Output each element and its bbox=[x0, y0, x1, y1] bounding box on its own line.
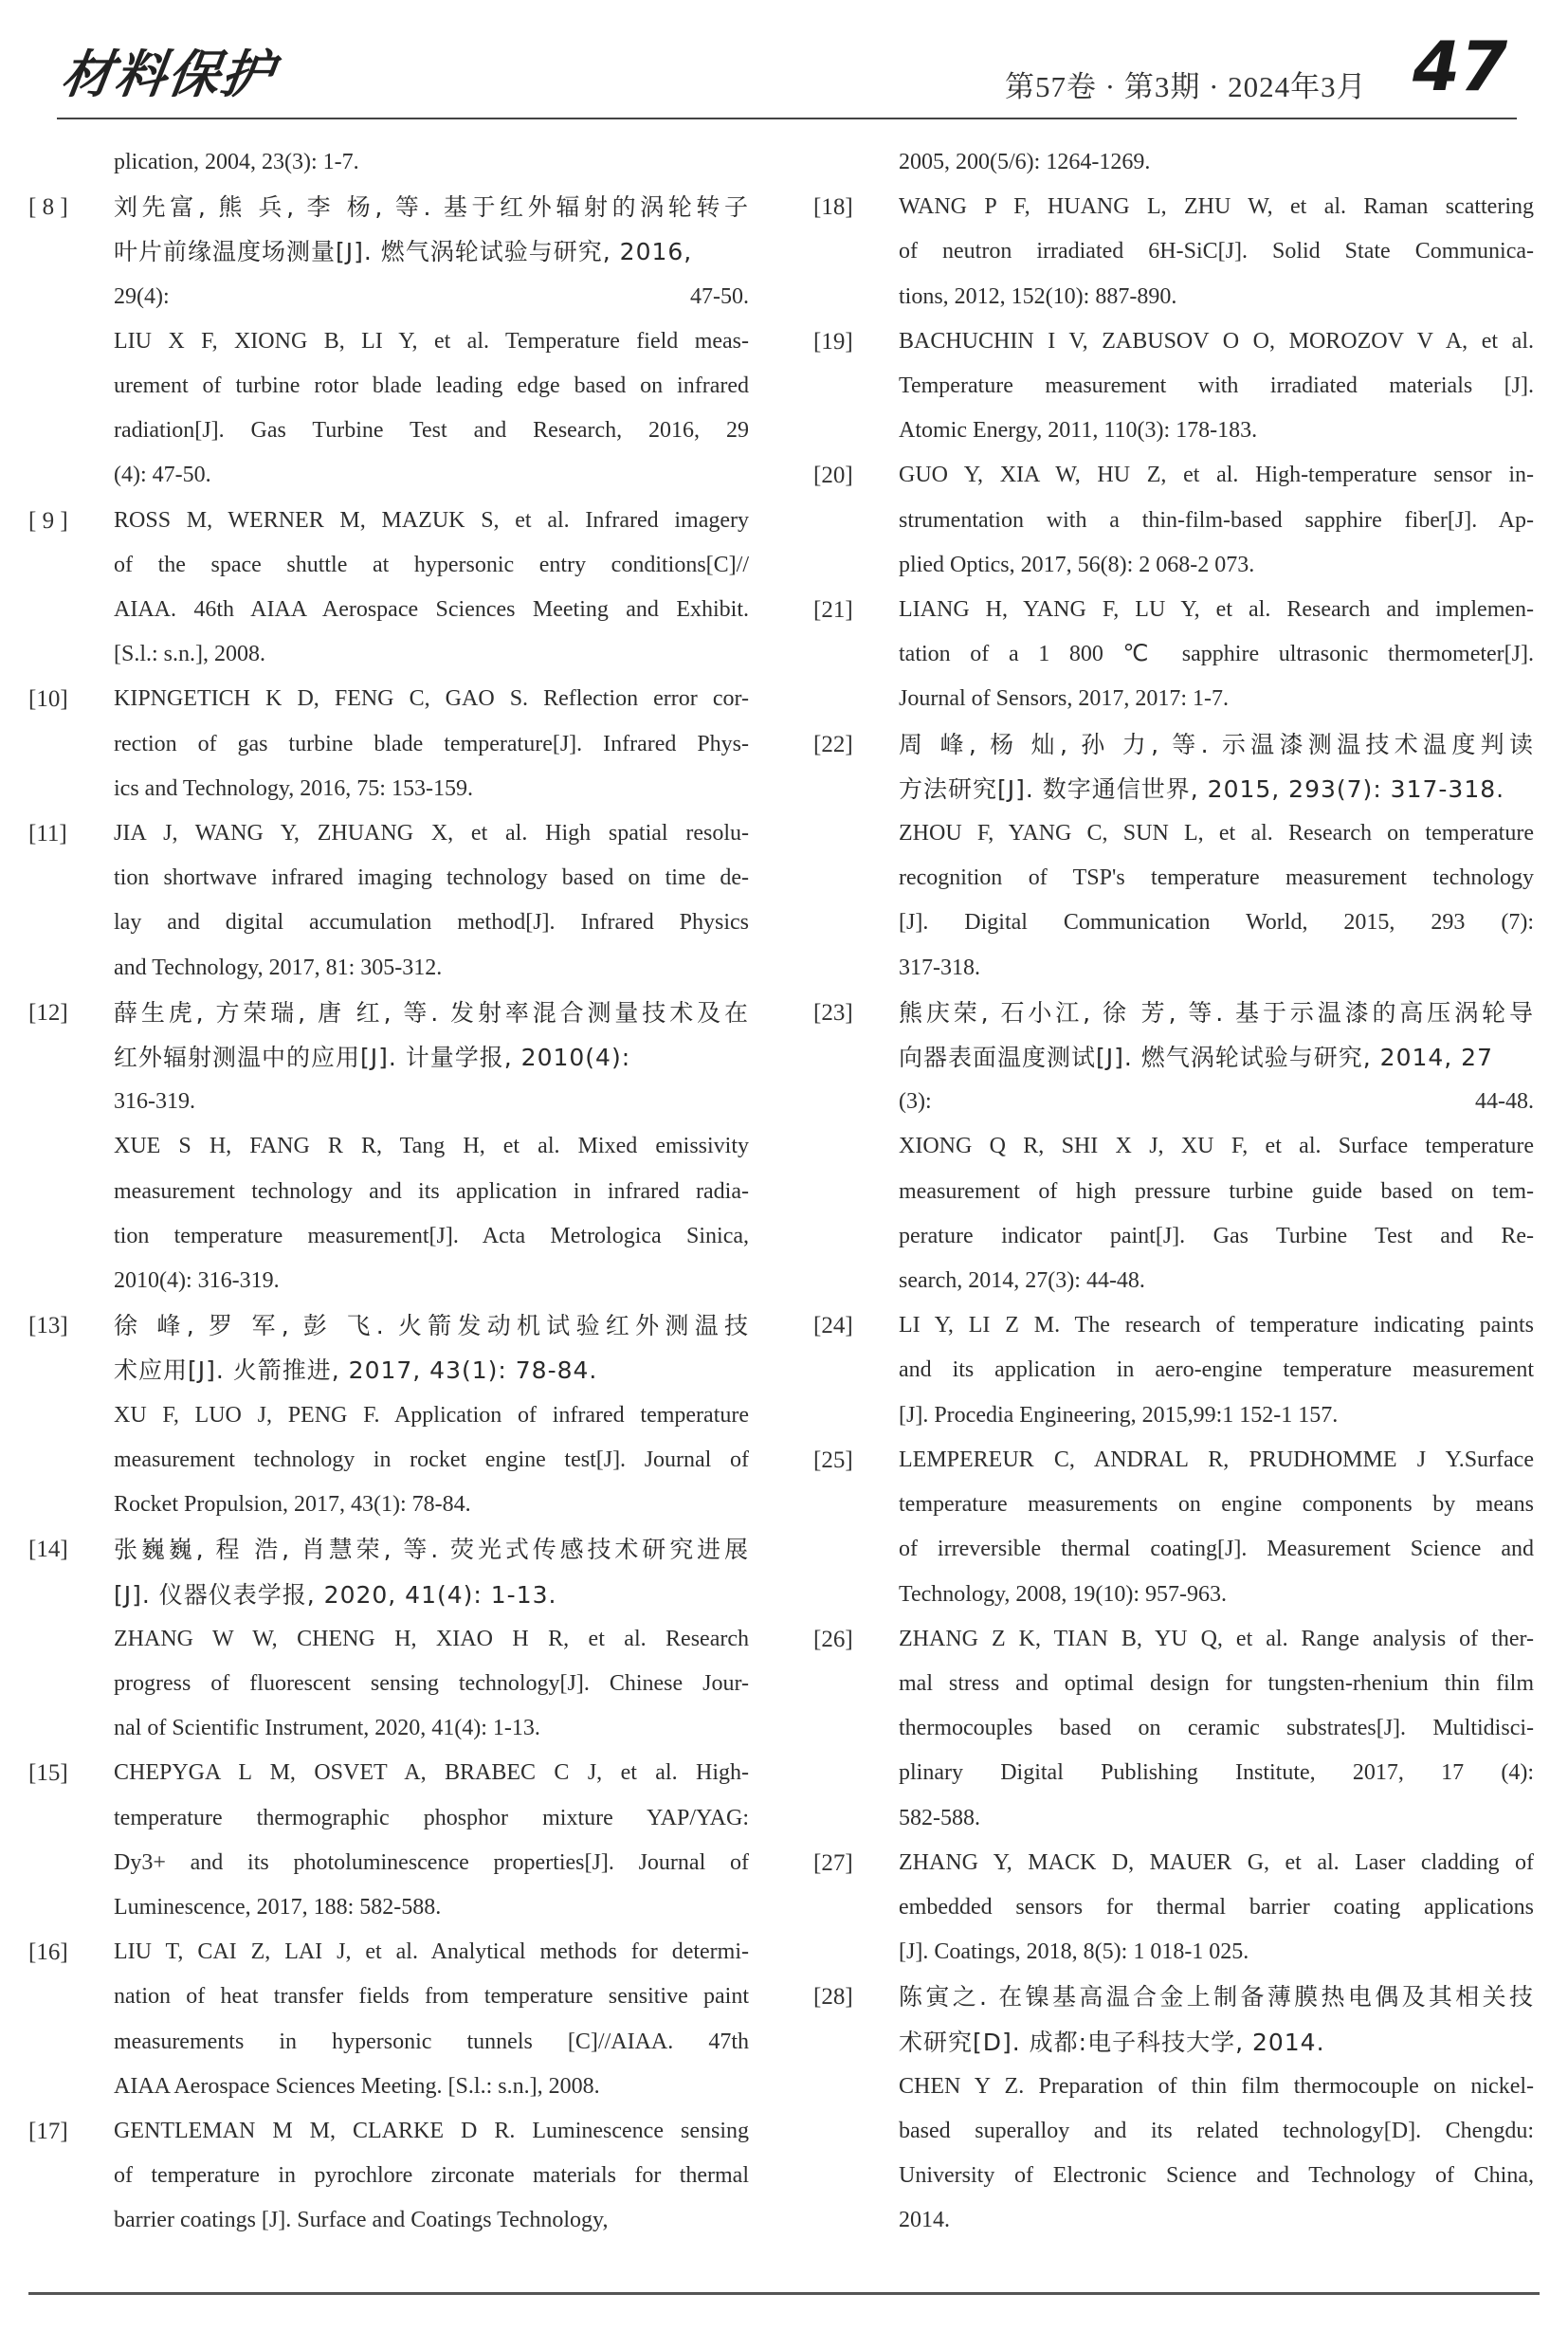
reference-line: 陈寅之. 在镍基高温合金上制备薄膜热电偶及其相关技 bbox=[899, 1983, 1534, 2011]
reference-line: ZHANG W W, CHENG H, XIAO H R, et al. Research bbox=[114, 1626, 749, 1651]
reference-line: 方法研究[J]. 数字通信世界, 2015, 293(7): 317-318. bbox=[899, 774, 1505, 803]
reference-line: 薛生虎, 方荣瑞, 唐 红, 等. 发射率混合测量技术及在 bbox=[114, 998, 749, 1027]
reference-entry bbox=[28, 499, 749, 678]
reference-entry bbox=[28, 991, 749, 1303]
reference-line: XIONG Q R, SHI X J, XU F, et al. Surface temperature bbox=[899, 1134, 1534, 1159]
reference-line: 582-588. bbox=[899, 1805, 980, 1830]
reference-number: [26] bbox=[813, 1626, 853, 1652]
reference-number: [23] bbox=[813, 999, 853, 1026]
reference-entry bbox=[813, 1617, 1534, 1841]
reference-line: ROSS M, WERNER M, MAZUK S, et al. Infrared imagery bbox=[114, 507, 749, 533]
reference-number: [10] bbox=[28, 686, 68, 713]
reference-number: [19] bbox=[813, 328, 853, 355]
reference-line: 红外辐射测温中的应用[J]. 计量学报, 2010(4): bbox=[114, 1044, 631, 1072]
reference-number: [22] bbox=[813, 731, 853, 757]
reference-line: LIU T, CAI Z, LAI J, et al. Analytical methods for determi- bbox=[114, 1939, 749, 1965]
reference-number: [12] bbox=[28, 999, 68, 1026]
reference-entry bbox=[28, 140, 749, 185]
reference-number: [14] bbox=[28, 1537, 68, 1563]
reference-entry bbox=[813, 588, 1534, 722]
reference-line: Journal of Sensors, 2017, 2017: 1-7. bbox=[899, 686, 1229, 712]
reference-line: BACHUCHIN I V, ZABUSOV O O, MOROZOV V A, et al. bbox=[899, 328, 1534, 354]
reference-line: Atomic Energy, 2011, 110(3): 178-183. bbox=[899, 418, 1258, 444]
reference-entry bbox=[28, 1303, 749, 1527]
reference-entry bbox=[28, 1751, 749, 1930]
reference-line: XUE S H, FANG R R, Tang H, et al. Mixed emissivity bbox=[114, 1134, 749, 1159]
reference-line: 2010(4): 316-319. bbox=[114, 1268, 280, 1294]
reference-line: thermocouples based on ceramic substrates[J]. Multidisci- bbox=[899, 1716, 1534, 1741]
reference-line: [J]. Digital Communication World, 2015, 293 (7): bbox=[899, 910, 1534, 936]
reference-line: 术研究[D]. 成都:电子科技大学, 2014. bbox=[899, 2028, 1325, 2056]
reference-line: LIU X F, XIONG B, LI Y, et al. Temperature field meas- bbox=[114, 328, 749, 354]
reference-number: [17] bbox=[28, 2118, 68, 2144]
reference-line: radiation[J]. Gas Turbine Test and Research, 2016, 29 bbox=[114, 418, 749, 444]
reference-line: (4): 47-50. bbox=[114, 463, 211, 488]
reference-line: urement of turbine rotor blade leading edge based on infrared bbox=[114, 373, 749, 399]
reference-line: ZHOU F, YANG C, SUN L, et al. Research on temperature bbox=[899, 821, 1534, 846]
reference-line: mal stress and optimal design for tungsten-rhenium thin film bbox=[899, 1670, 1534, 1696]
reference-line: 刘先富, 熊 兵, 李 杨, 等. 基于红外辐射的涡轮转子 bbox=[114, 193, 749, 222]
reference-line: measurement of high pressure turbine guide based on tem- bbox=[899, 1178, 1534, 1204]
reference-line: ics and Technology, 2016, 75: 153-159. bbox=[114, 775, 473, 801]
reference-number: [18] bbox=[813, 194, 853, 221]
reference-line: and its application in aero-engine temperature measurement bbox=[899, 1357, 1534, 1383]
reference-line: Rocket Propulsion, 2017, 43(1): 78-84. bbox=[114, 1492, 471, 1518]
reference-line: Technology, 2008, 19(10): 957-963. bbox=[899, 1581, 1228, 1607]
reference-line: Dy3+ and its photoluminescence properties[J]. Journal of bbox=[114, 1849, 749, 1875]
reference-line: 29(4): 47-50. bbox=[114, 283, 749, 309]
reference-number: [24] bbox=[813, 1313, 853, 1339]
reference-line: 2014. bbox=[899, 2208, 950, 2233]
reference-line: of neutron irradiated 6H-SiC[J]. Solid State Communica- bbox=[899, 239, 1534, 264]
reference-line: 叶片前缘温度场测量[J]. 燃气涡轮试验与研究, 2016, bbox=[114, 238, 693, 266]
reference-line: 向器表面温度测试[J]. 燃气涡轮试验与研究, 2014, 27 bbox=[899, 1044, 1493, 1072]
reference-line: strumentation with a thin-film-based sapphire fiber[J]. Ap- bbox=[899, 507, 1534, 533]
reference-line: [J]. 仪器仪表学报, 2020, 41(4): 1-13. bbox=[114, 1580, 557, 1609]
reference-line: embedded sensors for thermal barrier coating applications bbox=[899, 1894, 1534, 1920]
reference-entry bbox=[28, 1527, 749, 1751]
reference-entry bbox=[813, 319, 1534, 454]
references-right-column bbox=[813, 140, 1534, 2273]
reference-number: [13] bbox=[28, 1313, 68, 1339]
reference-entry bbox=[813, 1303, 1534, 1438]
reference-line: CHEPYGA L M, OSVET A, BRABEC C J, et al. High- bbox=[114, 1760, 749, 1786]
reference-line: University of Electronic Science and Technology of China, bbox=[899, 2163, 1534, 2189]
references-left-column bbox=[28, 140, 749, 2273]
reference-line: 2005, 200(5/6): 1264-1269. bbox=[899, 150, 1151, 174]
reference-number: [15] bbox=[28, 1760, 68, 1787]
reference-line: JIA J, WANG Y, ZHUANG X, et al. High spatial resolu- bbox=[114, 821, 749, 846]
reference-number: [ 8 ] bbox=[28, 194, 68, 221]
reference-line: 317-318. bbox=[899, 955, 980, 980]
reference-entry bbox=[813, 140, 1534, 185]
reference-line: LI Y, LI Z M. The research of temperature indicating paints bbox=[899, 1313, 1534, 1338]
reference-line: XU F, LUO J, PENG F. Application of infrared temperature bbox=[114, 1402, 749, 1428]
reference-number: [20] bbox=[813, 463, 853, 489]
reference-entry bbox=[813, 991, 1534, 1303]
reference-line: of temperature in pyrochlore zirconate materials for thermal bbox=[114, 2163, 749, 2189]
reference-line: 周 峰, 杨 灿, 孙 力, 等. 示温漆测温技术温度判读 bbox=[899, 730, 1534, 758]
reference-entry bbox=[813, 185, 1534, 319]
reference-line: GENTLEMAN M M, CLARKE D R. Luminescence sensing bbox=[114, 2118, 749, 2143]
reference-entry bbox=[28, 811, 749, 991]
header-divider bbox=[57, 118, 1517, 119]
reference-number: [16] bbox=[28, 1939, 68, 1966]
reference-number: [27] bbox=[813, 1849, 853, 1876]
reference-line: plied Optics, 2017, 56(8): 2 068-2 073. bbox=[899, 552, 1255, 577]
reference-line: progress of fluorescent sensing technology[J]. Chinese Jour- bbox=[114, 1670, 749, 1696]
reference-entry bbox=[813, 1841, 1534, 1975]
reference-line: [S.l.: s.n.], 2008. bbox=[114, 642, 266, 667]
reference-entry bbox=[813, 453, 1534, 588]
reference-line: measurement technology in rocket engine test[J]. Journal of bbox=[114, 1447, 749, 1472]
reference-entry bbox=[28, 677, 749, 811]
reference-line: Temperature measurement with irradiated materials [J]. bbox=[899, 373, 1534, 399]
reference-line: nation of heat transfer fields from temperature sensitive paint bbox=[114, 1984, 749, 2010]
reference-line: recognition of TSP's temperature measurement technology bbox=[899, 865, 1534, 891]
reference-line: 316-319. bbox=[114, 1089, 195, 1115]
reference-line: of irreversible thermal coating[J]. Measurement Science and bbox=[899, 1537, 1534, 1562]
reference-line: LEMPEREUR C, ANDRAL R, PRUDHOMME J Y.Surface bbox=[899, 1447, 1534, 1472]
footer-divider bbox=[28, 2292, 1540, 2295]
reference-line: temperature measurements on engine components by means bbox=[899, 1492, 1534, 1518]
reference-line: measurements in hypersonic tunnels [C]//AIAA. 47th bbox=[114, 2029, 749, 2054]
reference-entry bbox=[813, 1975, 1534, 2243]
reference-line: CHEN Y Z. Preparation of thin film thermocouple on nickel- bbox=[899, 2073, 1534, 2099]
reference-line: Luminescence, 2017, 188: 582-588. bbox=[114, 1894, 442, 1920]
reference-line: search, 2014, 27(3): 44-48. bbox=[899, 1268, 1145, 1294]
reference-number: [28] bbox=[813, 1984, 853, 2011]
reference-entry bbox=[28, 1930, 749, 2109]
reference-number: [11] bbox=[28, 821, 67, 847]
issue-info: 第57卷 · 第3期 · 2024年3月 bbox=[1005, 70, 1367, 103]
reference-line: [J]. Coatings, 2018, 8(5): 1 018-1 025. bbox=[899, 1939, 1249, 1965]
reference-entry bbox=[813, 1438, 1534, 1617]
reference-entry bbox=[813, 722, 1534, 991]
reference-line: 徐 峰, 罗 军, 彭 飞. 火箭发动机试验红外测温技 bbox=[114, 1312, 749, 1340]
reference-entry bbox=[28, 2109, 749, 2244]
reference-line: rection of gas turbine blade temperature[J]. Infrared Phys- bbox=[114, 731, 749, 756]
reference-line: GUO Y, XIA W, HU Z, et al. High-temperature sensor in- bbox=[899, 463, 1534, 488]
reference-line: (3): 44-48. bbox=[899, 1089, 1534, 1115]
reference-line: barrier coatings [J]. Surface and Coatings Technology, bbox=[114, 2208, 609, 2233]
reference-line: ZHANG Z K, TIAN B, YU Q, et al. Range analysis of ther- bbox=[899, 1626, 1534, 1651]
reference-line: ZHANG Y, MACK D, MAUER G, et al. Laser cladding of bbox=[899, 1849, 1534, 1875]
journal-logo: 材料保护 bbox=[58, 44, 280, 104]
reference-number: [ 9 ] bbox=[28, 507, 68, 534]
reference-line: nal of Scientific Instrument, 2020, 41(4): 1-13. bbox=[114, 1716, 540, 1741]
reference-line: WANG P F, HUANG L, ZHU W, et al. Raman scattering bbox=[899, 194, 1534, 220]
reference-line: tion temperature measurement[J]. Acta Metrologica Sinica, bbox=[114, 1223, 749, 1248]
reference-line: LIANG H, YANG F, LU Y, et al. Research and implemen- bbox=[899, 597, 1534, 623]
reference-line: lay and digital accumulation method[J]. Infrared Physics bbox=[114, 910, 749, 936]
reference-line: 张巍巍, 程 浩, 肖慧荣, 等. 荧光式传感技术研究进展 bbox=[114, 1536, 749, 1564]
reference-number: [25] bbox=[813, 1447, 853, 1473]
reference-line: AIAA. 46th AIAA Aerospace Sciences Meeting and Exhibit. bbox=[114, 597, 749, 623]
reference-line: [J]. Procedia Engineering, 2015,99:1 152-1 157. bbox=[899, 1402, 1339, 1428]
reference-line: of the space shuttle at hypersonic entry conditions[C]// bbox=[114, 552, 749, 577]
reference-line: 熊庆荣, 石小江, 徐 芳, 等. 基于示温漆的高压涡轮导 bbox=[899, 998, 1534, 1027]
reference-line: measurement technology and its application in infrared radia- bbox=[114, 1178, 749, 1204]
reference-entry bbox=[28, 185, 749, 498]
reference-line: temperature thermographic phosphor mixture YAP/YAG: bbox=[114, 1805, 749, 1830]
reference-line: and Technology, 2017, 81: 305-312. bbox=[114, 955, 443, 980]
page-number: 47 bbox=[1413, 27, 1508, 106]
reference-line: tion shortwave infrared imaging technology based on time de- bbox=[114, 865, 749, 891]
reference-line: 术应用[J]. 火箭推进, 2017, 43(1): 78-84. bbox=[114, 1356, 598, 1385]
reference-line: plication, 2004, 23(3): 1-7. bbox=[114, 150, 359, 174]
reference-line: tions, 2012, 152(10): 887-890. bbox=[899, 283, 1177, 309]
reference-line: tation of a 1 800 ℃ sapphire ultrasonic thermometer[J]. bbox=[899, 642, 1534, 667]
reference-line: plinary Digital Publishing Institute, 2017, 17 (4): bbox=[899, 1760, 1534, 1786]
reference-line: perature indicator paint[J]. Gas Turbine Test and Re- bbox=[899, 1223, 1534, 1248]
reference-line: based superalloy and its related technology[D]. Chengdu: bbox=[899, 2118, 1534, 2143]
reference-number: [21] bbox=[813, 597, 853, 624]
reference-line: KIPNGETICH K D, FENG C, GAO S. Reflection error cor- bbox=[114, 686, 749, 712]
reference-line: AIAA Aerospace Sciences Meeting. [S.l.: s.n.], 2008. bbox=[114, 2073, 600, 2099]
page-header bbox=[0, 0, 1568, 133]
